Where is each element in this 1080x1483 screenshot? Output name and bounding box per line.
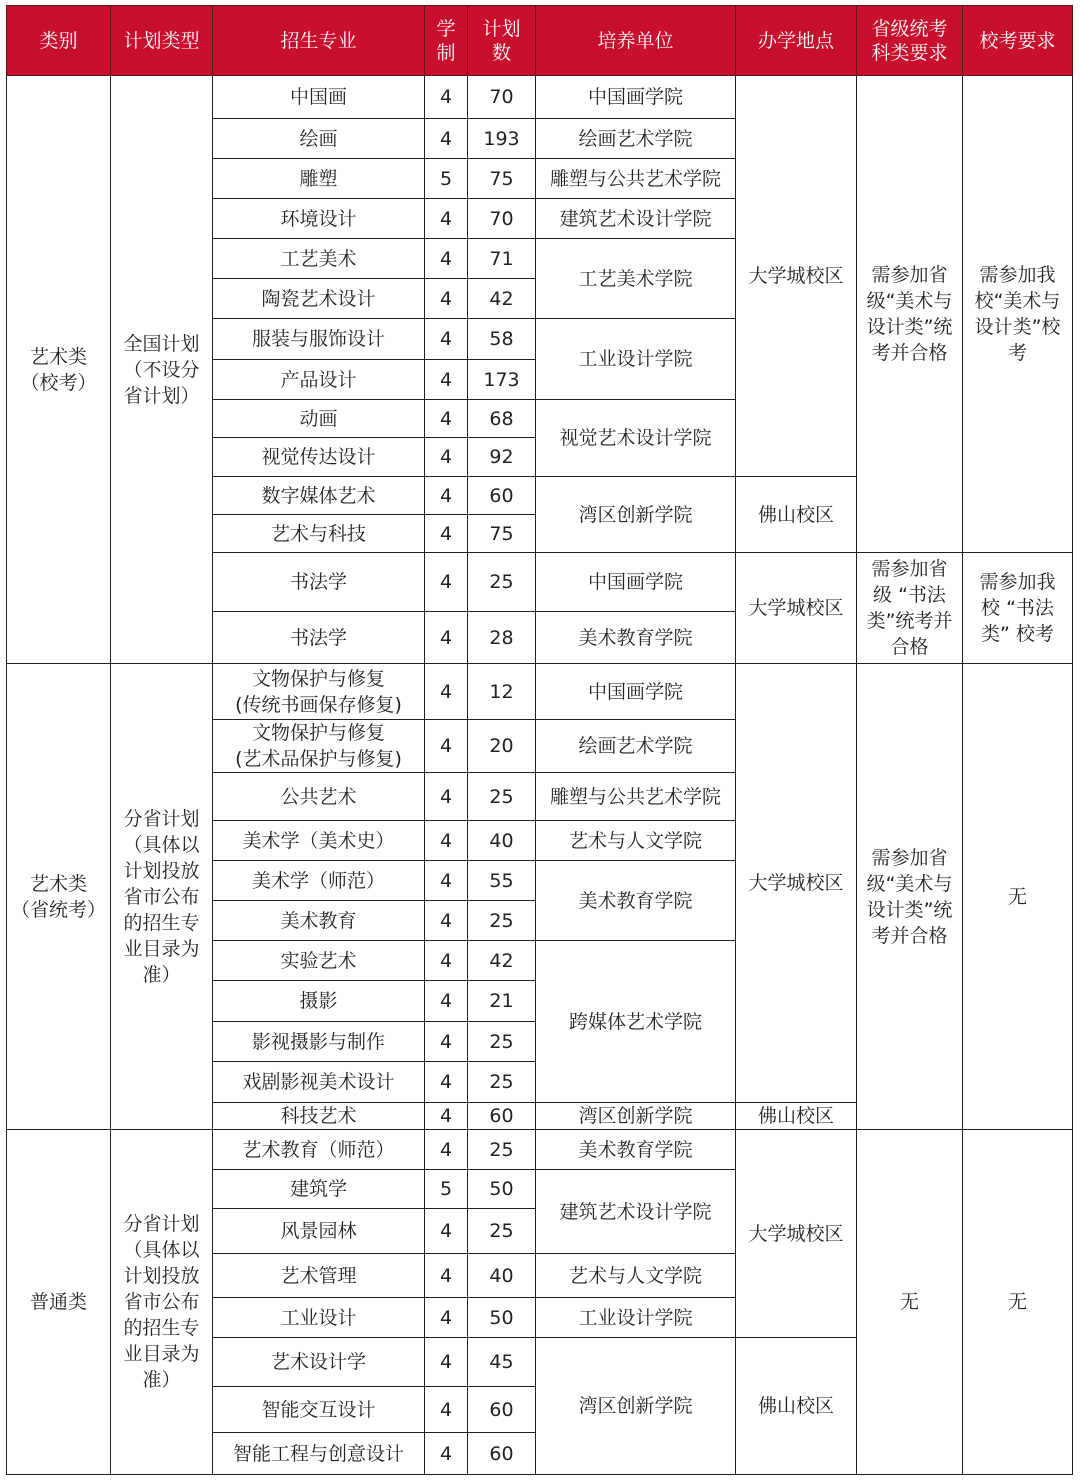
header-provincial-requirement: [857, 6, 963, 76]
cell-line: 校 “书法: [981, 597, 1054, 619]
years-cell: 4: [425, 1062, 468, 1103]
unit-cell: 绘画艺术学院: [536, 119, 736, 159]
quota-cell: 12: [468, 664, 536, 720]
years-cell: 4: [425, 821, 468, 861]
cell-line: 校“美术与: [974, 290, 1061, 312]
unit-cell: 建筑艺术设计学院: [536, 199, 736, 239]
header-line: 数: [491, 41, 511, 64]
major-cell: 风景园林: [213, 1209, 425, 1254]
unit-cell: 美术教育学院: [536, 1130, 736, 1170]
quota-cell: 60: [468, 477, 536, 515]
cell-line: 考并合格: [871, 924, 948, 947]
unit-cell: 绘画艺术学院: [536, 720, 736, 773]
years-cell: 4: [425, 1298, 468, 1338]
cell-line: 级 “书法: [873, 584, 946, 606]
unit-cell: 视觉艺术设计学院: [536, 400, 736, 477]
quota-cell: 60: [468, 1387, 536, 1433]
header-line: 省级统考: [871, 17, 948, 40]
cell-line: 类” 校考: [981, 623, 1054, 645]
quota-cell: 40: [468, 821, 536, 861]
header-location: 办学地点: [736, 6, 857, 76]
cell-line: 艺术类: [29, 872, 87, 895]
quota-cell: 25: [468, 1130, 536, 1170]
quota-cell: 25: [468, 901, 536, 941]
unit-cell: 雕塑与公共艺术学院: [536, 159, 736, 199]
years-cell: 4: [425, 720, 468, 773]
years-cell: 4: [425, 861, 468, 901]
major-cell: 艺术教育（师范）: [213, 1130, 425, 1170]
years-cell: 4: [425, 438, 468, 477]
cell-line: 设计类”统: [866, 898, 953, 921]
years-cell: 4: [425, 1103, 468, 1130]
major-cell: 实验艺术: [213, 941, 425, 981]
cell-line: 合格: [890, 636, 929, 658]
cell-line: （具体以: [123, 833, 200, 856]
unit-cell: 工业设计学院: [536, 1298, 736, 1338]
location-cell: 佛山校区: [736, 477, 857, 553]
major-cell: 书法学: [213, 553, 425, 612]
years-cell: 4: [425, 199, 468, 239]
header-years: [425, 6, 468, 76]
location-cell: 大学城校区: [736, 76, 857, 477]
years-cell: 4: [425, 1130, 468, 1170]
major-cell: 艺术设计学: [213, 1338, 425, 1387]
cell-line: 准）: [142, 963, 181, 986]
header-line: 学: [436, 17, 456, 40]
enrollment-plan-table: [6, 5, 1073, 1475]
cell-line: 计划投放: [123, 859, 200, 882]
cell-line: 的招生专: [123, 911, 200, 934]
unit-cell: 湾区创新学院: [536, 1338, 736, 1475]
header-quota: [468, 6, 536, 76]
school-exam-cell: [963, 553, 1073, 664]
cell-line: 类”统考并: [866, 610, 953, 632]
quota-cell: 75: [468, 515, 536, 553]
location-cell: 大学城校区: [736, 1130, 857, 1338]
unit-cell: 中国画学院: [536, 76, 736, 119]
unit-cell: 工艺美术学院: [536, 239, 736, 319]
header-line: 计划: [482, 17, 521, 40]
cell-line: 文物保护与修复: [251, 667, 385, 690]
quota-cell: 25: [468, 1022, 536, 1062]
location-cell: 大学城校区: [736, 553, 857, 664]
cell-line: 设计类”校: [974, 316, 1061, 338]
years-cell: 4: [425, 319, 468, 360]
table-row: [7, 664, 1073, 720]
unit-cell: 雕塑与公共艺术学院: [536, 773, 736, 821]
unit-cell: 中国画学院: [536, 664, 736, 720]
cell-line: 需参加我: [979, 571, 1056, 593]
years-cell: 4: [425, 477, 468, 515]
years-cell: 4: [425, 239, 468, 279]
major-cell: 智能交互设计: [213, 1387, 425, 1433]
cell-line: 准）: [142, 1369, 181, 1391]
major-cell: 陶瓷艺术设计: [213, 279, 425, 319]
quota-cell: 68: [468, 400, 536, 438]
major-cell: 科技艺术: [213, 1103, 425, 1130]
plan-type-cell: [111, 76, 213, 664]
unit-cell: 湾区创新学院: [536, 1103, 736, 1130]
quota-cell: 42: [468, 941, 536, 981]
years-cell: 4: [425, 773, 468, 821]
years-cell: 4: [425, 553, 468, 612]
years-cell: 4: [425, 279, 468, 319]
major-cell: 美术教育: [213, 901, 425, 941]
years-cell: 5: [425, 159, 468, 199]
plan-type-cell: [111, 664, 213, 1130]
unit-cell: 美术教育学院: [536, 861, 736, 941]
quota-cell: 25: [468, 1062, 536, 1103]
category-cell: [7, 664, 111, 1130]
years-cell: 4: [425, 941, 468, 981]
quota-cell: 21: [468, 981, 536, 1022]
school-exam-cell: [963, 76, 1073, 553]
cell-line: 业目录为: [123, 937, 200, 960]
unit-cell: 美术教育学院: [536, 612, 736, 664]
table-row: [7, 1130, 1073, 1170]
provincial-requirement-cell: 无: [857, 1130, 963, 1475]
location-cell: 大学城校区: [736, 664, 857, 1103]
school-exam-cell: 无: [963, 1130, 1073, 1475]
quota-cell: 25: [468, 1209, 536, 1254]
cell-line: 需参加省: [871, 264, 948, 286]
quota-cell: 60: [468, 1103, 536, 1130]
cell-line: 级“美术与: [866, 872, 953, 895]
cell-line: （具体以: [123, 1239, 200, 1261]
cell-line: 业目录为: [123, 1343, 200, 1365]
unit-cell: 建筑艺术设计学院: [536, 1170, 736, 1254]
major-cell: 产品设计: [213, 360, 425, 400]
cell-line: 需参加省: [871, 846, 948, 869]
quota-cell: 60: [468, 1433, 536, 1475]
cell-line: （不设分: [123, 358, 200, 381]
quota-cell: 55: [468, 861, 536, 901]
years-cell: 4: [425, 981, 468, 1022]
cell-line: 级“美术与: [866, 290, 953, 312]
cell-line: 文物保护与修复: [251, 722, 385, 744]
header-plan-type: 计划类型: [111, 6, 213, 76]
provincial-requirement-cell: [857, 76, 963, 553]
cell-line: 普通类: [29, 1291, 87, 1313]
quota-cell: 50: [468, 1170, 536, 1209]
header-category: 类别: [7, 6, 111, 76]
years-cell: 4: [425, 1433, 468, 1475]
cell-line: 的招生专: [123, 1317, 200, 1339]
major-cell: 服装与服饰设计: [213, 319, 425, 360]
cell-line: 需参加我: [979, 264, 1056, 286]
major-cell: 环境设计: [213, 199, 425, 239]
school-exam-cell: 无: [963, 664, 1073, 1130]
cell-line: （校考）: [20, 371, 97, 394]
major-cell: 中国画: [213, 76, 425, 119]
years-cell: 4: [425, 664, 468, 720]
table-row: [7, 76, 1073, 119]
major-cell: 雕塑: [213, 159, 425, 199]
years-cell: 4: [425, 1022, 468, 1062]
years-cell: 4: [425, 360, 468, 400]
location-cell: 佛山校区: [736, 1103, 857, 1130]
quota-cell: 28: [468, 612, 536, 664]
major-cell: 戏剧影视美术设计: [213, 1062, 425, 1103]
quota-cell: 173: [468, 360, 536, 400]
years-cell: 4: [425, 1338, 468, 1387]
table-body: [7, 76, 1073, 1475]
unit-cell: 工业设计学院: [536, 319, 736, 400]
cell-line: 考: [1007, 342, 1027, 364]
cell-line: 分省计划: [123, 807, 200, 830]
cell-line: 分省计划: [123, 1213, 200, 1235]
header-major: 招生专业: [213, 6, 425, 76]
major-cell: [213, 720, 425, 773]
quota-cell: 45: [468, 1338, 536, 1387]
major-cell: 艺术与科技: [213, 515, 425, 553]
cell-line: (传统书画保存修复): [235, 693, 402, 716]
quota-cell: 25: [468, 553, 536, 612]
category-cell: [7, 76, 111, 664]
cell-line: 计划投放: [123, 1265, 200, 1287]
quota-cell: 75: [468, 159, 536, 199]
years-cell: 4: [425, 612, 468, 664]
quota-cell: 25: [468, 773, 536, 821]
cell-line: (艺术品保护与修复): [235, 748, 402, 770]
years-cell: 4: [425, 1209, 468, 1254]
major-cell: 智能工程与创意设计: [213, 1433, 425, 1475]
provincial-requirement-cell: [857, 553, 963, 664]
cell-line: 需参加省: [871, 558, 948, 580]
table-header: [7, 6, 1073, 76]
years-cell: 4: [425, 400, 468, 438]
major-cell: 工业设计: [213, 1298, 425, 1338]
years-cell: 4: [425, 76, 468, 119]
quota-cell: 193: [468, 119, 536, 159]
years-cell: 4: [425, 515, 468, 553]
cell-line: 设计类”统: [866, 316, 953, 338]
header-line: 科类要求: [871, 41, 948, 64]
header-line: 制: [436, 41, 456, 64]
cell-line: 省市公布: [123, 885, 200, 908]
years-cell: 4: [425, 1254, 468, 1298]
major-cell: 影视摄影与制作: [213, 1022, 425, 1062]
unit-cell: 艺术与人文学院: [536, 1254, 736, 1298]
years-cell: 5: [425, 1170, 468, 1209]
quota-cell: 92: [468, 438, 536, 477]
major-cell: 公共艺术: [213, 773, 425, 821]
major-cell: 动画: [213, 400, 425, 438]
major-cell: 建筑学: [213, 1170, 425, 1209]
location-cell: 佛山校区: [736, 1338, 857, 1475]
quota-cell: 58: [468, 319, 536, 360]
years-cell: 4: [425, 901, 468, 941]
major-cell: 书法学: [213, 612, 425, 664]
category-cell: [7, 1130, 111, 1475]
quota-cell: 42: [468, 279, 536, 319]
quota-cell: 50: [468, 1298, 536, 1338]
major-cell: 摄影: [213, 981, 425, 1022]
quota-cell: 71: [468, 239, 536, 279]
major-cell: 美术学（美术史）: [213, 821, 425, 861]
unit-cell: 艺术与人文学院: [536, 821, 736, 861]
header-school-exam: 校考要求: [963, 6, 1073, 76]
header-unit: 培养单位: [536, 6, 736, 76]
provincial-requirement-cell: [857, 664, 963, 1130]
cell-line: 艺术类: [29, 345, 87, 368]
cell-line: 省计划）: [123, 384, 200, 407]
quota-cell: 70: [468, 199, 536, 239]
major-cell: 数字媒体艺术: [213, 477, 425, 515]
major-cell: 视觉传达设计: [213, 438, 425, 477]
cell-line: 全国计划: [123, 332, 200, 355]
quota-cell: 20: [468, 720, 536, 773]
major-cell: 艺术管理: [213, 1254, 425, 1298]
major-cell: 美术学（师范）: [213, 861, 425, 901]
unit-cell: 湾区创新学院: [536, 477, 736, 553]
years-cell: 4: [425, 1387, 468, 1433]
quota-cell: 70: [468, 76, 536, 119]
years-cell: 4: [425, 119, 468, 159]
cell-line: （省统考）: [10, 898, 106, 921]
major-cell: [213, 664, 425, 720]
unit-cell: 跨媒体艺术学院: [536, 941, 736, 1103]
major-cell: 工艺美术: [213, 239, 425, 279]
major-cell: 绘画: [213, 119, 425, 159]
plan-type-cell: [111, 1130, 213, 1475]
unit-cell: 中国画学院: [536, 553, 736, 612]
cell-line: 考并合格: [871, 342, 948, 364]
quota-cell: 40: [468, 1254, 536, 1298]
cell-line: 省市公布: [123, 1291, 200, 1313]
